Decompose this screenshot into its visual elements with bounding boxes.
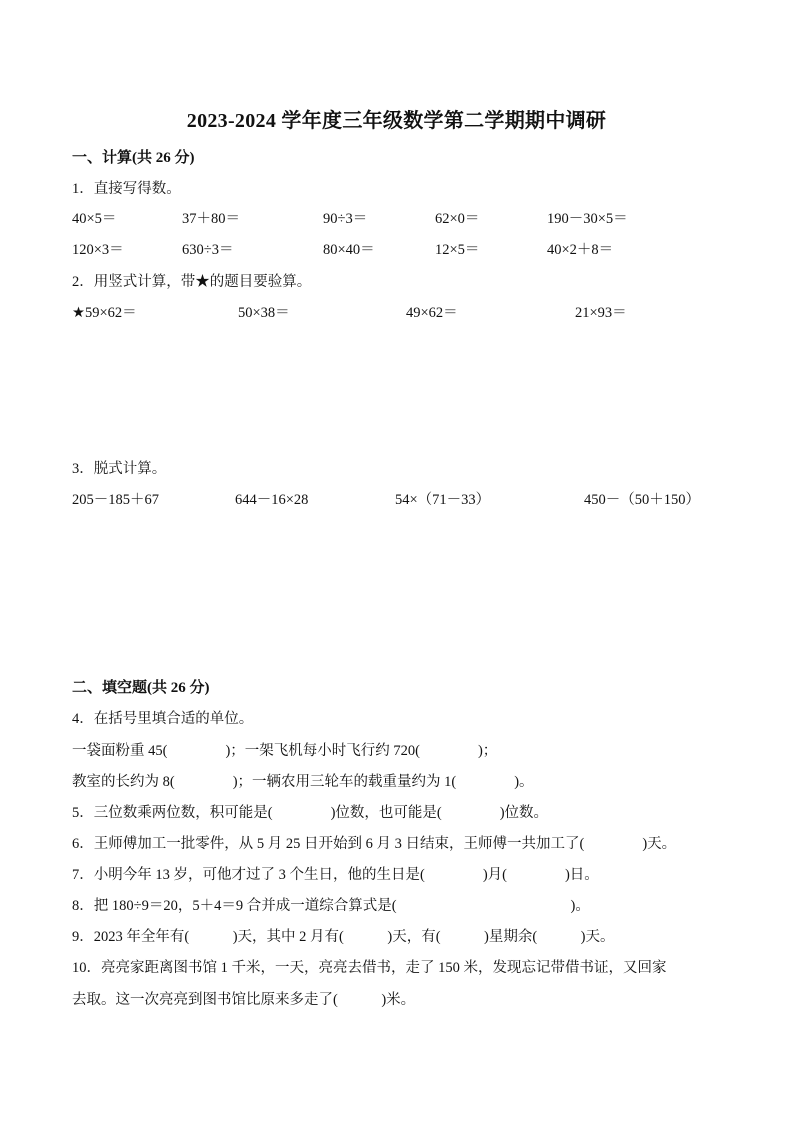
expression: 205－185＋67: [72, 492, 159, 508]
expression: 80×40＝: [323, 242, 375, 258]
expression: 644－16×28: [235, 492, 309, 508]
question-9: 9．2023 年全年有( )天，其中 2 月有( )天，有( )星期余( )天。: [72, 929, 615, 945]
expression: 37＋80＝: [182, 211, 240, 227]
expression: 21×93＝: [575, 305, 627, 321]
question-4-line-2: 教室的长约为 8( )；一辆农用三轮车的载重量约为 1( )。: [72, 774, 534, 790]
expression: 190－30×5＝: [547, 211, 628, 227]
question-4-line-1: 一袋面粉重 45( )；一架飞机每小时飞行约 720( )；: [72, 743, 498, 759]
question-5: 5．三位数乘两位数，积可能是( )位数，也可能是( )位数。: [72, 805, 549, 821]
question-3-label: 3．脱式计算。: [72, 461, 167, 477]
section-heading-calculation: 一、计算(共 26 分): [72, 150, 195, 166]
question-10-line-1: 10．亮亮家距离图书馆 1 千米，一天，亮亮去借书，走了 150 米，发现忘记带借书证，又回家: [72, 960, 667, 976]
question-6: 6．王师傅加工一批零件，从 5 月 25 日开始到 6 月 3 日结束，王师傅一共加工了( )天。: [72, 836, 677, 852]
page-title: 2023-2024 学年度三年级数学第二学期期中调研: [186, 110, 607, 132]
question-10-line-2: 去取。这一次亮亮到图书馆比原来多走了( )米。: [72, 992, 416, 1008]
question-8: 8．把 180÷9＝20，5＋4＝9 合并成一道综合算式是( )。: [72, 898, 590, 914]
expression: ★59×62＝: [72, 305, 137, 321]
expression: 50×38＝: [238, 305, 290, 321]
expression: 630÷3＝: [182, 242, 234, 258]
expression: 40×2＋8＝: [547, 242, 614, 258]
expression: 49×62＝: [406, 305, 458, 321]
expression: 62×0＝: [435, 211, 480, 227]
expression: 120×3＝: [72, 242, 124, 258]
expression: 90÷3＝: [323, 211, 368, 227]
question-1-label: 1．直接写得数。: [72, 181, 181, 197]
section-heading-fill-in: 二、填空题(共 26 分): [72, 680, 210, 696]
question-2-label: 2．用竖式计算，带★的题目要验算。: [72, 274, 312, 290]
expression: 40×5＝: [72, 211, 117, 227]
expression: 450－（50＋150）: [584, 492, 700, 508]
question-4-label: 4．在括号里填合适的单位。: [72, 711, 254, 727]
question-7: 7．小明今年 13 岁，可他才过了 3 个生日，他的生日是( )月( )日。: [72, 867, 599, 883]
expression: 12×5＝: [435, 242, 480, 258]
expression: 54×（71－33）: [395, 492, 491, 508]
